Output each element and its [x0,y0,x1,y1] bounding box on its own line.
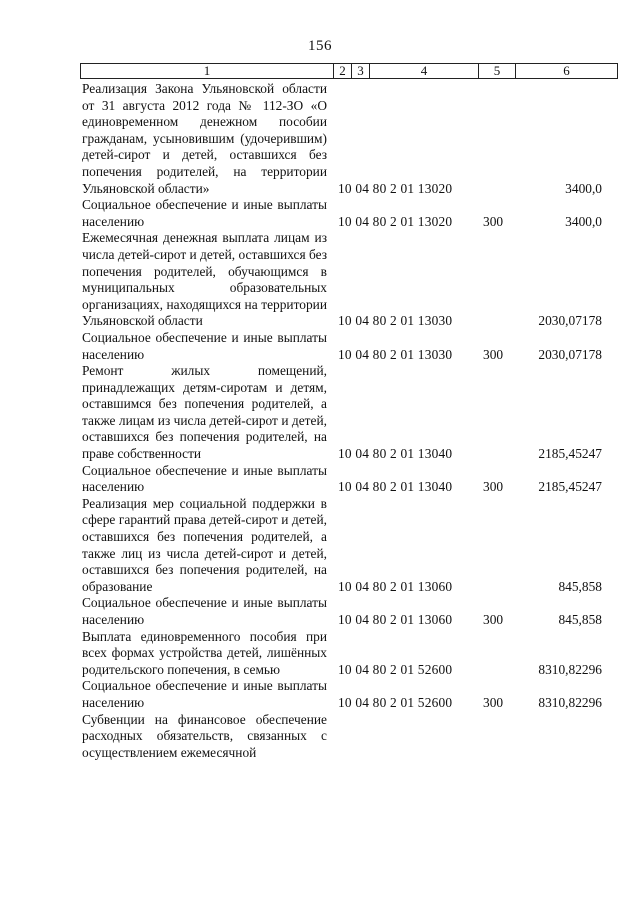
row-expense-type: 300 [483,479,504,495]
header-col-4: 4 [370,64,479,78]
row-description: Социальное обеспечение и иные выплаты населению [82,197,327,229]
row-amount: 2030,07178 [538,313,602,329]
table-row [82,496,622,596]
row-amount: 8310,82296 [538,694,602,710]
row-code: 10 04 80 2 01 13020 [338,180,453,196]
header-col-1: 1 [81,64,334,78]
row-code: 10 04 80 2 01 52600 [338,661,453,677]
row-code: 10 04 80 2 01 52600 [338,694,453,710]
table-row [82,81,622,197]
row-amount: 3400,0 [565,180,602,196]
row-amount: 2030,07178 [538,346,602,362]
table-row [82,197,622,230]
row-description: Ежемесячная денежная выплата лицам из числа детей-сирот и детей, оставшихся без попечения родителей, обучающимся в муниципальных образовательных организациях, находящихся на территории Ульяновской области [82,230,327,329]
row-description: Выплата единовременного пособия при всех формах устройства детей, лишённых родительского попечения, в семью [82,628,327,677]
page-number: 156 [308,38,332,54]
table-row [82,330,622,363]
table-row [82,629,622,679]
row-description: Реализация мер социальной поддержки в сфере гарантий права детей-сирот и детей, оставшихся без попечения родителей, а также лиц из числа детей-сирот и детей, оставшихся без попечения родителей, на образование [82,495,327,594]
header-col-5: 5 [479,64,516,78]
row-expense-type: 300 [483,213,504,229]
table-row [82,595,622,628]
row-description: Реализация Закона Ульяновской области от 31 августа 2012 года № 112-ЗО «О единовременном денежном пособии гражданам, усыновившим (удочерившим) детей-сирот и детей, оставшихся без попечения родителей, на территории Ульяновской области» [82,81,327,196]
row-description: Социальное обеспечение и иные выплаты населению [82,329,327,362]
row-code: 10 04 80 2 01 13030 [338,346,453,362]
row-description: Социальное обеспечение и иные выплаты населению [82,678,327,710]
table-row [82,712,622,762]
table-row [82,230,622,330]
header-col-2: 2 [334,64,352,78]
row-amount: 2185,45247 [538,479,602,495]
row-expense-type: 300 [483,694,504,710]
row-code: 10 04 80 2 01 13060 [338,612,453,627]
row-amount: 3400,0 [565,213,602,229]
row-amount: 845,858 [558,612,602,627]
header-col-3: 3 [352,64,370,78]
row-description: Ремонт жилых помещений, принадлежащих детям-сиротам и детям, оставшимся без попечения родителей, а также лицам из числа детей-сирот и детей, оставшихся без попечения родителей, на праве собственности [82,363,327,462]
budget-table [82,81,622,761]
row-amount: 8310,82296 [538,661,602,677]
table-row [82,363,622,463]
table-row [82,463,622,496]
table-row [82,678,622,711]
row-code: 10 04 80 2 01 13020 [338,213,453,229]
row-description: Субвенции на финансовое обеспечение расходных обязательств, связанных с осуществлением ежемесячной [82,711,327,760]
row-amount: 2185,45247 [538,446,602,462]
row-code: 10 04 80 2 01 13040 [338,479,453,495]
row-expense-type: 300 [483,612,504,627]
row-amount: 845,858 [558,578,602,594]
row-description: Социальное обеспечение и иные выплаты населению [82,595,327,627]
row-expense-type: 300 [483,346,504,362]
row-description: Социальное обеспечение и иные выплаты населению [82,462,327,495]
row-code: 10 04 80 2 01 13060 [338,578,453,594]
row-code: 10 04 80 2 01 13040 [338,446,453,462]
row-code: 10 04 80 2 01 13030 [338,313,453,329]
table-header [80,63,618,79]
header-col-6: 6 [563,63,570,78]
